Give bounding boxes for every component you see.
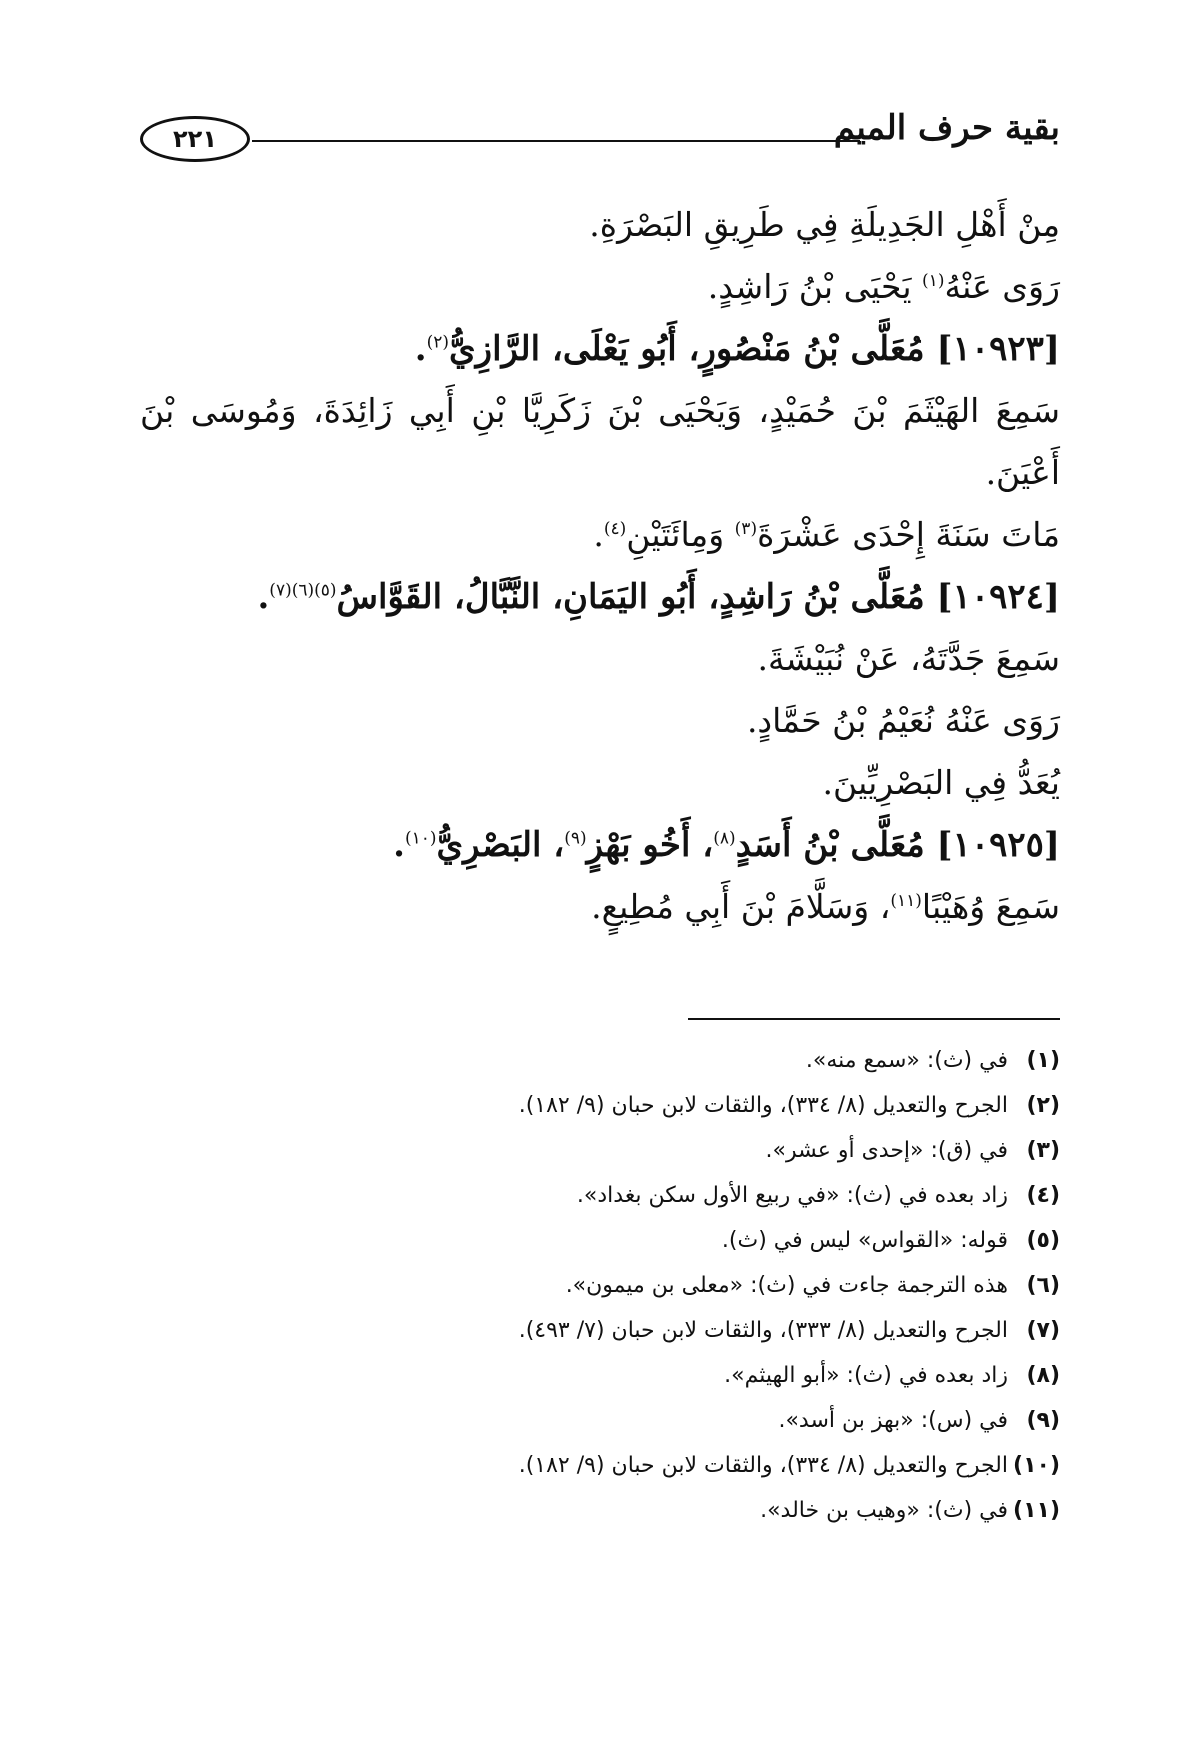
footnote-ref: (٩) bbox=[564, 828, 587, 849]
footnote-text: في (ث): «وهيب بن خالد». bbox=[760, 1498, 1008, 1523]
footnote-number: (٤) bbox=[1026, 1183, 1060, 1208]
footnote-number: (١١) bbox=[1013, 1498, 1060, 1523]
line-text: سَمِعَ جَدَّتَهُ، عَنْ نُبَيْشَةَ. bbox=[757, 639, 1060, 678]
footnote bbox=[140, 1038, 1060, 1083]
footnote-text: زاد بعده في (ث): «أبو الهيثم». bbox=[724, 1363, 1008, 1388]
footnote-text: قوله: «القواس» ليس في (ث). bbox=[721, 1228, 1008, 1253]
entry-name: مُعَلَّى بْنُ أَسَدٍ bbox=[735, 825, 937, 865]
line-text: رَوَى عَنْهُ نُعَيْمُ بْنُ حَمَّادٍ. bbox=[746, 701, 1060, 740]
line-text: يُعَدُّ فِي البَصْرِيِّينَ. bbox=[822, 763, 1060, 802]
entry-heading-10923 bbox=[140, 318, 1060, 380]
text-line bbox=[140, 256, 1060, 318]
footnote bbox=[140, 1308, 1060, 1353]
entry-heading-10924 bbox=[140, 566, 1060, 628]
running-head: بقية حرف الميم bbox=[833, 108, 1060, 148]
line-text: . bbox=[593, 515, 604, 554]
footnote-ref: (١١) bbox=[890, 891, 922, 911]
text-line bbox=[140, 504, 1060, 566]
entry-end: . bbox=[393, 825, 405, 865]
line-text: مَاتَ سَنَةَ إِحْدَى عَشْرَةَ bbox=[757, 515, 1060, 554]
entry-end: . bbox=[414, 329, 427, 369]
line-text: أَعْيَنَ. bbox=[985, 453, 1060, 492]
footnote-ref: (٣) bbox=[734, 519, 758, 539]
footnote-text: في (ق): «إحدى أو عشر». bbox=[765, 1138, 1008, 1163]
page-header bbox=[140, 100, 1060, 170]
footnote bbox=[140, 1353, 1060, 1398]
text-line bbox=[140, 690, 1060, 752]
footnote-number: (٦) bbox=[1026, 1273, 1060, 1298]
footnote-number: (١٠) bbox=[1013, 1453, 1060, 1478]
footnote bbox=[140, 1173, 1060, 1218]
line-text: وَمِائَتَيْنِ bbox=[626, 515, 735, 554]
footnote-number: (١) bbox=[1026, 1048, 1060, 1073]
page-number: ٢٢١ bbox=[140, 116, 250, 162]
footnote-number: (٨) bbox=[1026, 1363, 1060, 1388]
footnote-text: الجرح والتعديل (٨/ ٣٣٣)، والثقات لابن حبان (٧/ ٤٩٣). bbox=[518, 1318, 1008, 1343]
entry-number: [١٠٩٢٥] bbox=[936, 825, 1060, 865]
entry-end: . bbox=[257, 577, 270, 617]
footnote-ref: (١) bbox=[922, 271, 945, 291]
text-line bbox=[140, 442, 1060, 504]
footnote bbox=[140, 1218, 1060, 1263]
footnote-ref: (٤) bbox=[603, 519, 627, 539]
footnote-ref: (٥)(٦)(٧) bbox=[269, 580, 337, 601]
footnote-number: (٢) bbox=[1026, 1093, 1060, 1118]
footnote bbox=[140, 1443, 1060, 1488]
entry-name: مُعَلَّى بْنُ رَاشِدٍ، أَبُو اليَمَانِ، النَّبَّالُ، القَوَّاسُ bbox=[336, 577, 937, 617]
entry-name: ، البَصْرِيُّ bbox=[436, 825, 565, 865]
entry-number: [١٠٩٢٤] bbox=[936, 577, 1060, 617]
entry-number: [١٠٩٢٣] bbox=[936, 329, 1060, 369]
footnote-ref: (١٠) bbox=[404, 828, 437, 849]
footnote bbox=[140, 1128, 1060, 1173]
footnote bbox=[140, 1398, 1060, 1443]
footnote-number: (٧) bbox=[1026, 1318, 1060, 1343]
entry-name: ، أَخُو بَهْزٍ bbox=[586, 825, 714, 865]
footnote bbox=[140, 1488, 1060, 1533]
text-line bbox=[140, 194, 1060, 256]
footnote-ref: (٢) bbox=[426, 332, 450, 353]
footnote bbox=[140, 1263, 1060, 1308]
entry-name: مُعَلَّى بْنُ مَنْصُورٍ، أَبُو يَعْلَى، الرَّازِيُّ bbox=[449, 329, 937, 369]
line-text: سَمِعَ الهَيْثَمَ بْنَ حُمَيْدٍ، وَيَحْيَى بْنَ زَكَرِيَّا بْنِ أَبِي زَائِدَةَ، وَمُوسَى بْنَ bbox=[140, 391, 1060, 430]
line-text: يَحْيَى بْنُ رَاشِدٍ. bbox=[707, 267, 923, 306]
footnote-number: (٥) bbox=[1026, 1228, 1060, 1253]
footnote-text: الجرح والتعديل (٨/ ٣٣٤)، والثقات لابن حبان (٩/ ١٨٢). bbox=[518, 1093, 1008, 1118]
main-text bbox=[140, 194, 1060, 938]
footnote bbox=[140, 1083, 1060, 1128]
text-line bbox=[140, 380, 1060, 442]
footnote-text: زاد بعده في (ث): «في ربيع الأول سكن بغداد». bbox=[576, 1183, 1008, 1208]
text-line bbox=[140, 628, 1060, 690]
footnote-text: في (س): «بهز بن أسد». bbox=[778, 1408, 1008, 1433]
footnote-text: في (ث): «سمع منه». bbox=[805, 1048, 1008, 1073]
entry-heading-10925 bbox=[140, 814, 1060, 876]
header-rule bbox=[252, 140, 860, 142]
footnote-separator bbox=[688, 1018, 1060, 1020]
line-text: ، وَسَلَّامَ بْنَ أَبِي مُطِيعٍ. bbox=[591, 887, 891, 926]
line-text: رَوَى عَنْهُ bbox=[944, 267, 1060, 306]
line-text: سَمِعَ وُهَيْبًا bbox=[921, 887, 1060, 926]
line-text: مِنْ أَهْلِ الجَدِيلَةِ فِي طَرِيقِ البَصْرَةِ. bbox=[589, 205, 1060, 244]
footnote-ref: (٨) bbox=[713, 828, 736, 849]
footnote-number: (٩) bbox=[1026, 1408, 1060, 1433]
footnote-text: هذه الترجمة جاءت في (ث): «معلى بن ميمون». bbox=[565, 1273, 1008, 1298]
text-line bbox=[140, 876, 1060, 938]
text-line bbox=[140, 752, 1060, 814]
footnotes bbox=[140, 1038, 1060, 1533]
footnote-number: (٣) bbox=[1026, 1138, 1060, 1163]
footnote-text: الجرح والتعديل (٨/ ٣٣٤)، والثقات لابن حبان (٩/ ١٨٢). bbox=[518, 1453, 1008, 1478]
